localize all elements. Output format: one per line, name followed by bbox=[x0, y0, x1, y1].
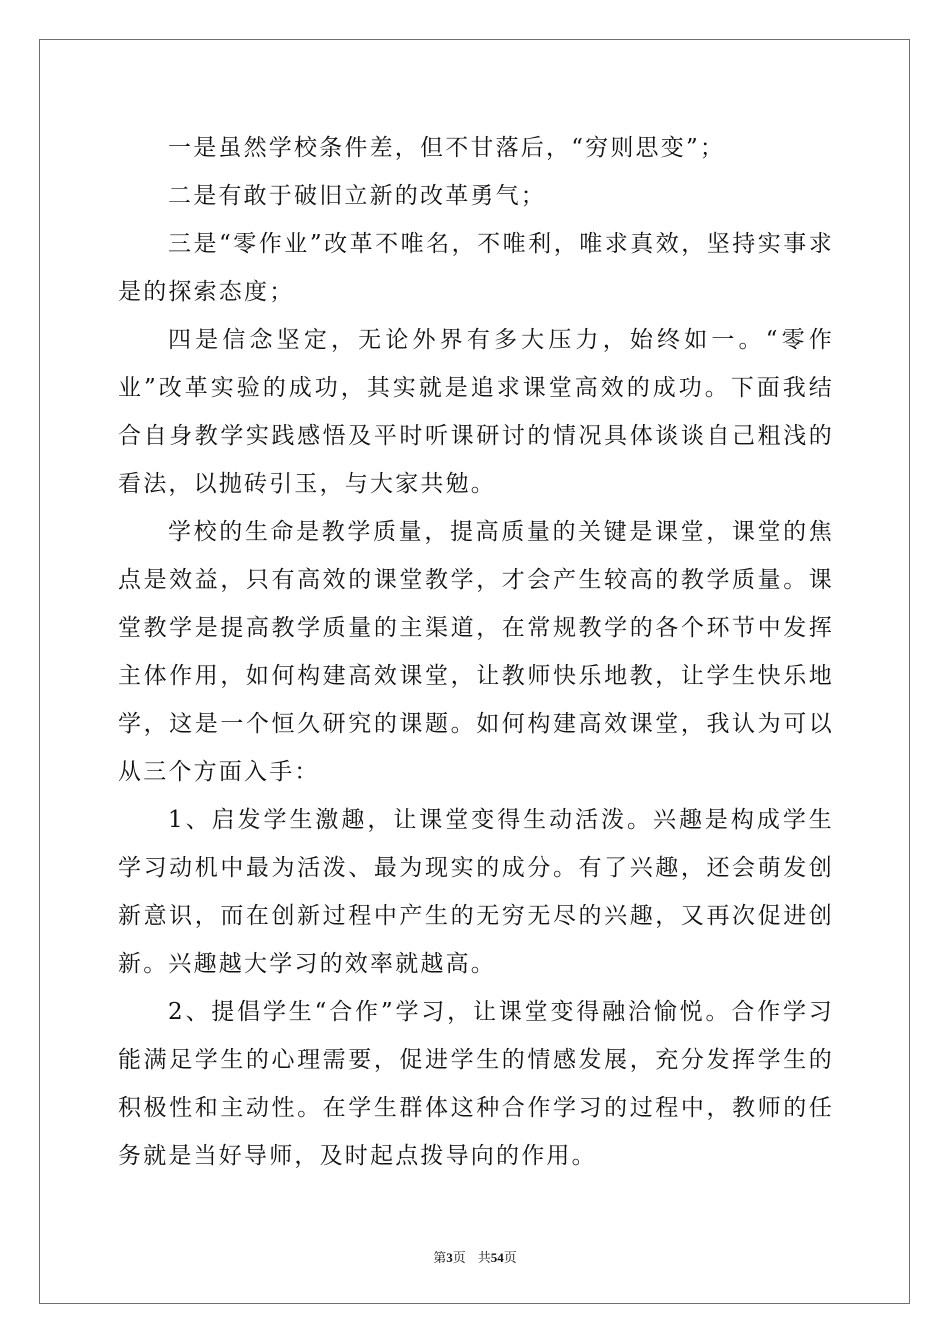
document-body bbox=[118, 124, 834, 1180]
paragraph: 三是“零作业”改革不唯名，不唯利，唯求真效，坚持实事求是的探索态度； bbox=[118, 231, 834, 305]
paragraph: 学校的生命是教学质量，提高质量的关键是课堂，课堂的焦点是效益，只有高效的课堂教学，才会产生较高的教学质量。课堂教学是提高教学质量的主渠道，在常规教学的各个环节中发挥主体作用，如何构建高效课堂，让教师快乐地教，让学生快乐地学，这是一个恒久研究的课题。如何构建高效课堂，我认为可以从三个方面入手： bbox=[118, 519, 834, 785]
paragraph: 1、启发学生激趣，让课堂变得生动活泼。兴趣是构成学生学习动机中最为活泼、最为现实的成分。有了兴趣，还会萌发创新意识，而在创新过程中产生的无穷无尽的兴趣，又再次促进创新。兴趣越大学习的效率就越高。 bbox=[118, 807, 834, 977]
total-suffix: 页 bbox=[503, 1251, 517, 1266]
total-prefix: 共 bbox=[477, 1251, 491, 1266]
page-number: 3 bbox=[446, 1250, 453, 1265]
page-suffix: 页 bbox=[452, 1251, 466, 1266]
page-footer bbox=[0, 1247, 950, 1266]
paragraph: 四是信念坚定，无论外界有多大压力，始终如一。“零作业”改革实验的成功，其实就是追求课堂高效的成功。下面我结合自身教学实践感悟及平时听课研讨的情况具体谈谈自己粗浅的看法，以抛砖引玉，与大家共勉。 bbox=[118, 327, 834, 497]
total-pages: 54 bbox=[490, 1250, 504, 1265]
page-prefix: 第 bbox=[433, 1251, 447, 1266]
paragraph: 2、提倡学生“合作”学习，让课堂变得融洽愉悦。合作学习能满足学生的心理需要，促进学生的情感发展，充分发挥学生的积极性和主动性。在学生群体这种合作学习的过程中，教师的任务就是当好导师，及时起点拨导向的作用。 bbox=[118, 999, 834, 1169]
paragraph: 二是有敢于破旧立新的改革勇气； bbox=[168, 183, 546, 209]
paragraph: 一是虽然学校条件差，但不甘落后，“穷则思变”； bbox=[168, 135, 726, 161]
